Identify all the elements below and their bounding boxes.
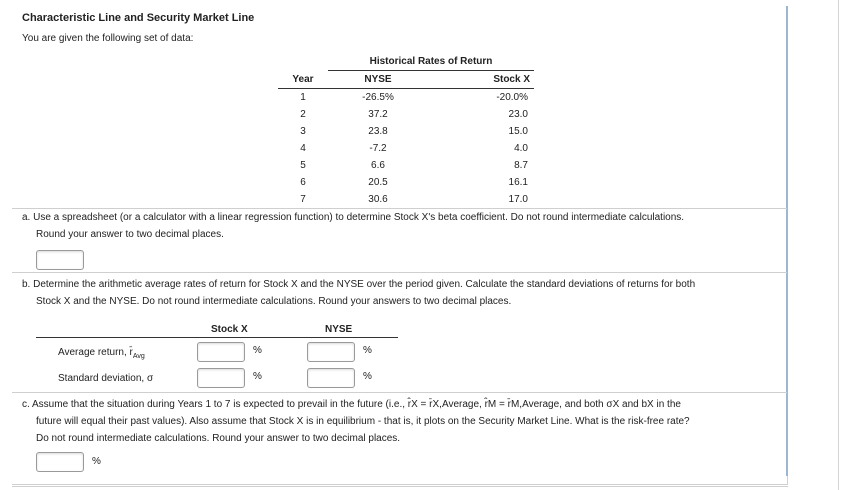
avg-return-nyse-input[interactable] <box>307 342 355 362</box>
stock-cell: 4.0 <box>514 143 528 154</box>
nyse-cell: -26.5% <box>362 92 394 103</box>
beta-input[interactable] <box>36 250 84 270</box>
col-nyse-header: NYSE <box>328 71 428 89</box>
nyse-cell: -7.2 <box>369 143 387 154</box>
percent-sign: % <box>363 345 372 356</box>
table-row <box>278 157 534 174</box>
section-divider <box>12 272 787 273</box>
question-b-line1: b. Determine the arithmetic average rates of return for Stock X and the NYSE over the period given. Calculate the standard deviations of returns for both <box>22 279 696 290</box>
stock-cell: 17.0 <box>508 194 528 205</box>
bottom-divider <box>12 486 788 487</box>
table-row <box>278 174 534 191</box>
table-group-header: Historical Rates of Return <box>328 53 534 71</box>
avg-return-stock-input[interactable] <box>197 342 245 362</box>
year-cell: 5 <box>300 160 306 171</box>
std-dev-nyse-input[interactable] <box>307 368 355 388</box>
answer-col-stock-header: Stock X <box>211 324 248 335</box>
percent-sign: % <box>253 371 262 382</box>
page-title: Characteristic Line and Security Market Line <box>22 12 255 24</box>
avg-return-label: Average return, $r̄_{Avg}$ <box>58 347 145 360</box>
std-dev-stock-input[interactable] <box>197 368 245 388</box>
nyse-cell: 37.2 <box>368 109 388 120</box>
avg-return-symbol: r̄ <box>129 347 133 358</box>
stock-cell: 15.0 <box>508 126 528 137</box>
scroll-divider <box>838 0 839 490</box>
stock-cell: 16.1 <box>508 177 528 188</box>
std-dev-label: Standard deviation, σ <box>58 373 154 384</box>
question-a-line1: a. Use a spreadsheet (or a calculator with a linear regression function) to determine Stock X's beta coefficient. Do not round intermediate calculations. <box>22 212 685 223</box>
table-row <box>278 89 534 107</box>
table-row <box>278 106 534 123</box>
stock-cell: 8.7 <box>514 160 528 171</box>
stock-cell: 23.0 <box>508 109 528 120</box>
year-cell: 3 <box>300 126 306 137</box>
table-row <box>278 140 534 157</box>
year-cell: 2 <box>300 109 306 120</box>
question-b-line2: Stock X and the NYSE. Do not round intermediate calculations. Round your answers to two decimal places. <box>36 296 512 307</box>
percent-sign: % <box>253 345 262 356</box>
section-divider <box>12 392 787 393</box>
nyse-cell: 20.5 <box>368 177 388 188</box>
historical-returns-table <box>278 53 534 208</box>
risk-free-rate-input[interactable] <box>36 452 84 472</box>
stock-cell: -20.0% <box>496 92 528 103</box>
panel-edge-bar <box>786 6 788 476</box>
answer-table-rule <box>36 337 398 338</box>
year-cell: 1 <box>300 92 306 103</box>
question-a-line2: Round your answer to two decimal places. <box>36 229 224 240</box>
year-cell: 6 <box>300 177 306 188</box>
nyse-cell: 6.6 <box>371 160 385 171</box>
year-cell: 4 <box>300 143 306 154</box>
question-c-line2: future will equal their past values). Also assume that Stock X is in equilibrium - that is, it plots on the Security Market Line. What is the risk-free rate? <box>36 416 690 427</box>
intro-text: You are given the following set of data: <box>22 33 194 44</box>
question-c-line1: c. Assume that the situation during Years 1 to 7 is expected to prevail in the future (i.e., r̂X = r̄X,Average, r̂M = r̄M,Average, and both σX and bX in the <box>22 399 681 410</box>
answer-col-nyse-header: NYSE <box>325 324 353 335</box>
table-row <box>278 123 534 140</box>
percent-sign: % <box>363 371 372 382</box>
col-stock-header: Stock X <box>428 71 534 89</box>
nyse-cell: 23.8 <box>368 126 388 137</box>
nyse-cell: 30.6 <box>368 194 388 205</box>
table-row <box>278 191 534 208</box>
percent-sign: % <box>92 456 101 467</box>
question-c-line3: Do not round intermediate calculations. Round your answer to two decimal places. <box>36 433 401 444</box>
year-cell: 7 <box>300 194 306 205</box>
col-year-header: Year <box>278 71 328 89</box>
